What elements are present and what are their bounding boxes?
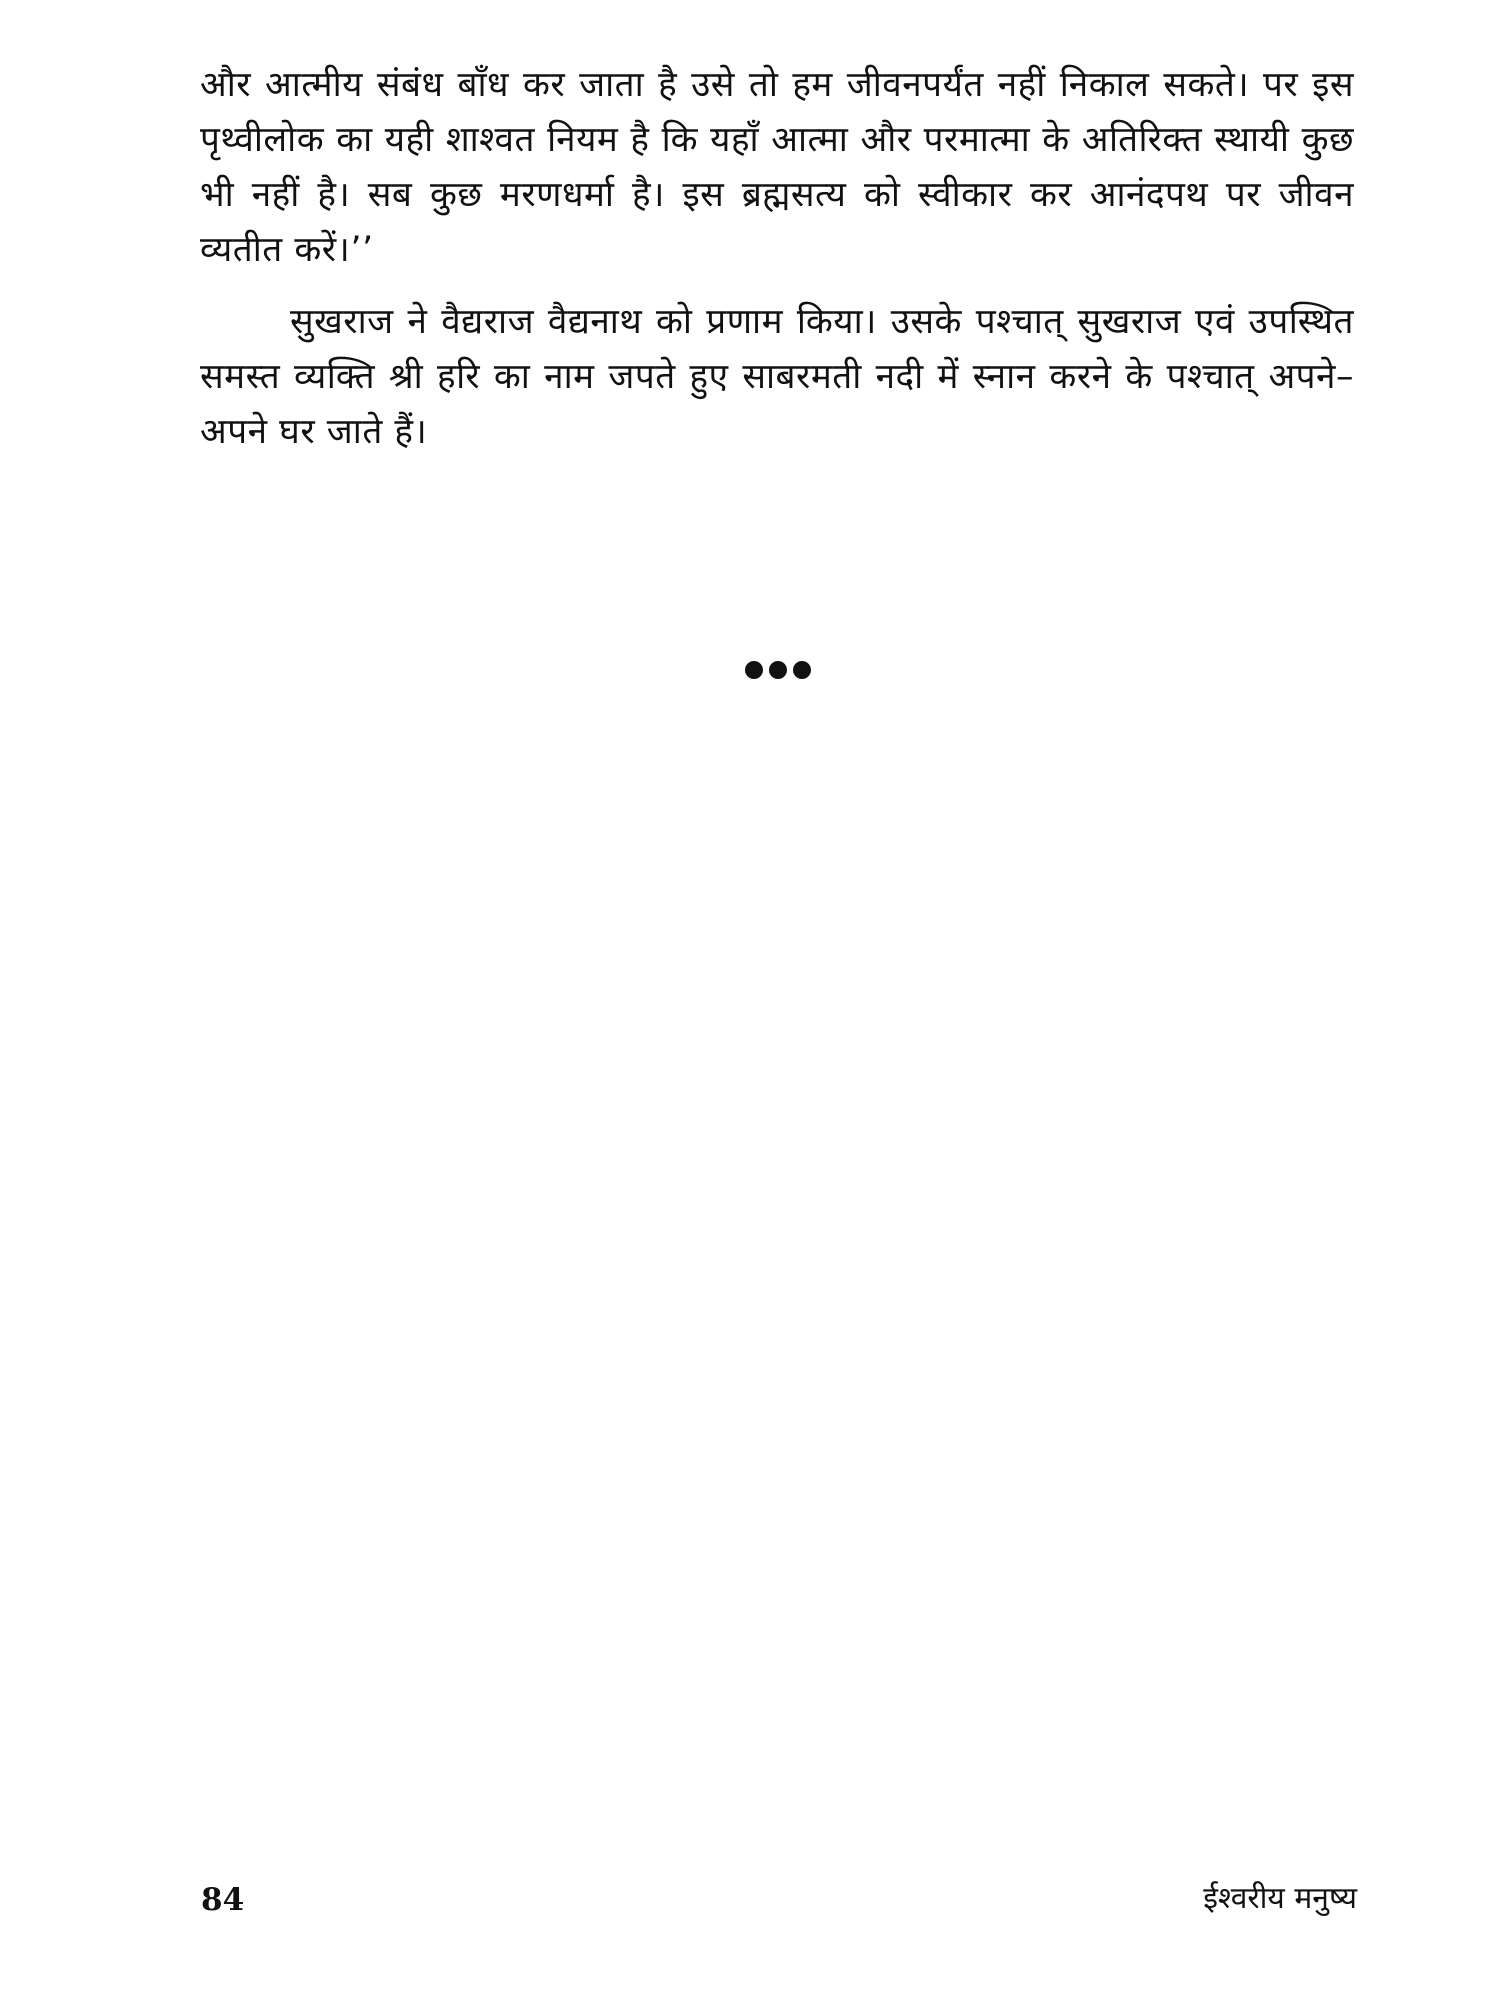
body-text xyxy=(200,58,1354,460)
separator-dot-icon xyxy=(769,661,787,679)
section-separator xyxy=(745,660,811,680)
separator-dot-icon xyxy=(793,661,811,679)
separator-dot-icon xyxy=(745,661,763,679)
paragraph-closing-quote: और आत्मीय संबंध बाँध कर जाता है उसे तो हम जीवनपर्यंत नहीं निकाल सकते। पर इस पृथ्वीलोक का यही शाश्वत नियम है कि यहाँ आत्मा और परमात्मा के अतिरिक्त स्थायी कुछ भी नहीं है। सब कुछ मरणधर्मा है। इस ब्रह्मसत्य को स्वीकार कर आनंदपथ पर जीवन व्यतीत करें।’’ xyxy=(200,65,1354,270)
running-footer-title: ईश्वरीय मनुष्य xyxy=(1203,1881,1357,1916)
page-number: 84 xyxy=(201,1882,245,1918)
paragraph-narration: सुखराज ने वैद्यराज वैद्यनाथ को प्रणाम किया। उसके पश्चात् सुखराज एवं उपस्थित समस्त व्यक्ति श्री हरि का नाम जपते हुए साबरमती नदी में स्नान करने के पश्चात् अपने–अपने घर जाते हैं। xyxy=(200,302,1354,452)
